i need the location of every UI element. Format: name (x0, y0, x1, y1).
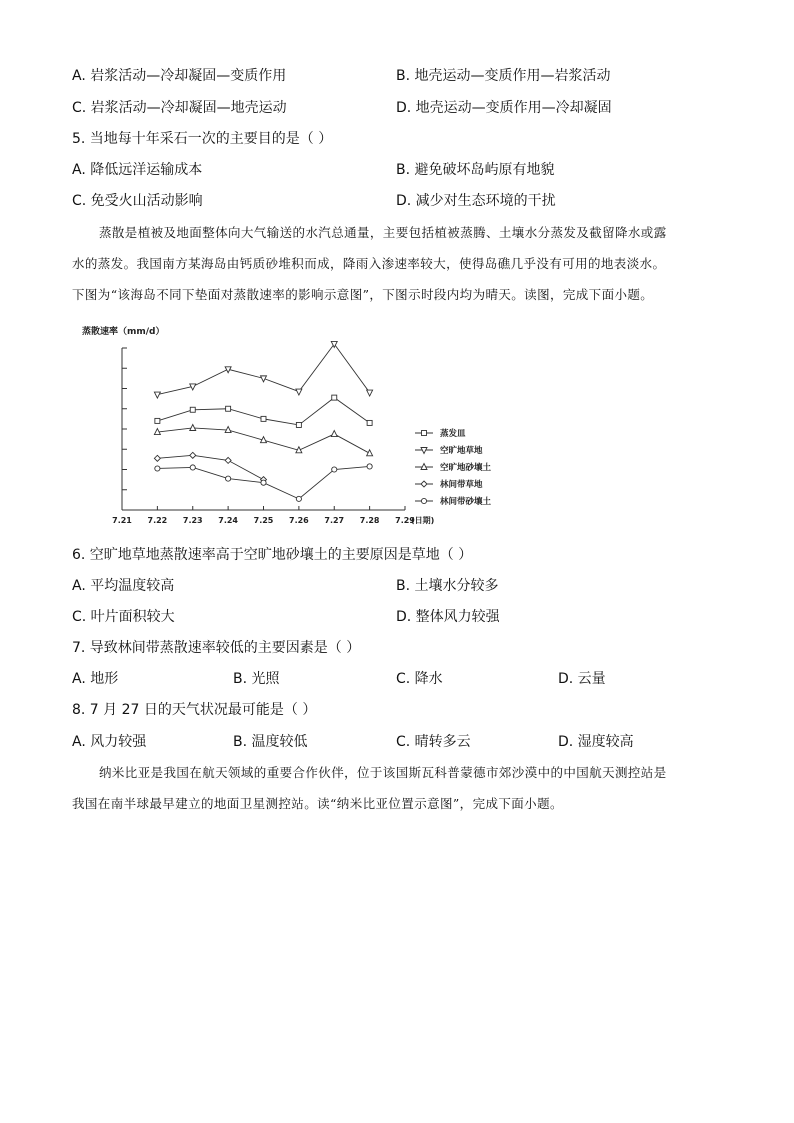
q6-option-d: D. 整体风力较强 (396, 609, 500, 625)
q4-option-b: B. 地壳运动—变质作用—岩浆活动 (396, 68, 611, 84)
chart-data-point (296, 389, 302, 395)
legend-marker (421, 498, 426, 503)
chart-data-point (226, 476, 231, 481)
q6-option-c: C. 叶片面积较大 (72, 609, 175, 625)
passage2-line2: 我国在南半球最早建立的地面卫星测控站。读“纳米比亚位置示意图”，完成下面小题。 (72, 796, 563, 811)
q8-stem: 8. 7 月 27 日的天气状况最可能是（ ） (72, 702, 317, 718)
chart-data-point (261, 480, 266, 485)
chart-x-tick-label: 7.27 (324, 516, 345, 525)
chart-data-point (225, 457, 231, 463)
q6-stem: 6. 空旷地草地蒸散速率高于空旷地砂壤土的主要原因是草地（ ） (72, 547, 473, 563)
legend-label: 空旷地砂壤土 (440, 463, 492, 473)
chart-series-line (157, 455, 263, 479)
passage1-line3: 下图为“该海岛不同下垫面对蒸散速率的影响示意图”，下图示时段内均为晴天。读图，完成下面小题。 (72, 287, 654, 302)
chart-data-point (154, 392, 160, 398)
legend-marker (422, 431, 427, 436)
q7-stem: 7. 导致林间带蒸散速率较低的主要因素是（ ） (72, 640, 361, 656)
q5-option-b: B. 避免破坏岛屿原有地貌 (396, 162, 555, 178)
q4-option-a: A. 岩浆活动—冷却凝固—变质作用 (72, 68, 287, 84)
legend-marker (421, 481, 427, 487)
evapotranspiration-chart (80, 318, 520, 533)
passage1-line2: 水的蒸发。我国南方某海岛由钙质砂堆积而成，降雨入渗速率较大，使得岛礁几乎没有可用的地表淡水。 (72, 256, 666, 271)
chart-data-point (367, 450, 373, 456)
chart-series-line (157, 344, 369, 395)
chart-data-point (331, 431, 337, 437)
chart-data-point (332, 395, 337, 400)
chart-ylabel: 蒸散速率（mm/d） (82, 327, 165, 337)
q5-option-d: D. 减少对生态环境的干扰 (396, 193, 556, 209)
legend-marker (421, 464, 427, 470)
chart-x-tick-label: 7.21 (112, 516, 132, 525)
chart-data-point (190, 452, 196, 458)
chart-x-tick-label: 7.23 (182, 516, 203, 525)
chart-data-point (367, 420, 372, 425)
chart-x-tick-label: 7.29 (395, 516, 415, 525)
chart-data-point (296, 422, 301, 427)
q5-stem: 5. 当地每十年采石一次的主要目的是（ ） (72, 131, 333, 147)
legend-marker (421, 448, 427, 454)
chart-data-point (190, 465, 195, 470)
q8-option-c: C. 晴转多云 (396, 734, 471, 750)
chart-data-point (367, 464, 372, 469)
q8-option-d: D. 湿度较高 (558, 734, 634, 750)
chart-x-label: (日期) (411, 516, 435, 525)
chart-data-point (226, 406, 231, 411)
legend-label: 林间带砂壤土 (440, 497, 492, 507)
passage-evapotranspiration (72, 217, 722, 310)
q5-option-c: C. 免受火山活动影响 (72, 193, 203, 209)
q8-option-b: B. 温度较低 (233, 734, 308, 750)
chart-x-tick-label: 7.24 (218, 516, 238, 525)
legend-label: 空旷地草地 (440, 446, 483, 456)
q4-option-c: C. 岩浆活动—冷却凝固—地壳运动 (72, 100, 287, 116)
q6-option-a: A. 平均温度较高 (72, 578, 175, 594)
q6-option-b: B. 土壤水分较多 (396, 578, 499, 594)
q8-option-a: A. 风力较强 (72, 734, 147, 750)
q7-option-c: C. 降水 (396, 671, 443, 687)
chart-x-tick-label: 7.26 (289, 516, 309, 525)
q7-option-a: A. 地形 (72, 671, 119, 687)
chart-data-point (367, 390, 373, 396)
q7-option-b: B. 光照 (233, 671, 280, 687)
chart-data-point (296, 496, 301, 501)
legend-label: 林间带草地 (440, 480, 483, 490)
passage2-line1: 纳米比亚是我国在航天领域的重要合作伙伴，位于该国斯瓦科普蒙德市郊沙漠中的中国航天测控站是 (99, 765, 667, 780)
chart-x-tick-label: 7.28 (359, 516, 380, 525)
q5-option-a: A. 降低远洋运输成本 (72, 162, 203, 178)
q7-option-d: D. 云量 (558, 671, 606, 687)
chart-data-point (154, 455, 160, 461)
chart-data-point (155, 418, 160, 423)
legend-label: 蒸发皿 (440, 429, 466, 439)
chart-data-point (261, 416, 266, 421)
chart-data-point (190, 407, 195, 412)
q4-option-d: D. 地壳运动—变质作用—冷却凝固 (396, 100, 612, 116)
chart-data-point (190, 424, 196, 430)
passage-namibia (72, 757, 722, 819)
passage1-line1: 蒸散是植被及地面整体向大气输送的水汽总通量，主要包括植被蒸腾、土壤水分蒸发及截留降水或露 (99, 225, 667, 240)
chart-x-tick-label: 7.22 (147, 516, 168, 525)
chart-x-tick-label: 7.25 (253, 516, 274, 525)
chart-data-point (155, 466, 160, 471)
chart-data-point (332, 467, 337, 472)
